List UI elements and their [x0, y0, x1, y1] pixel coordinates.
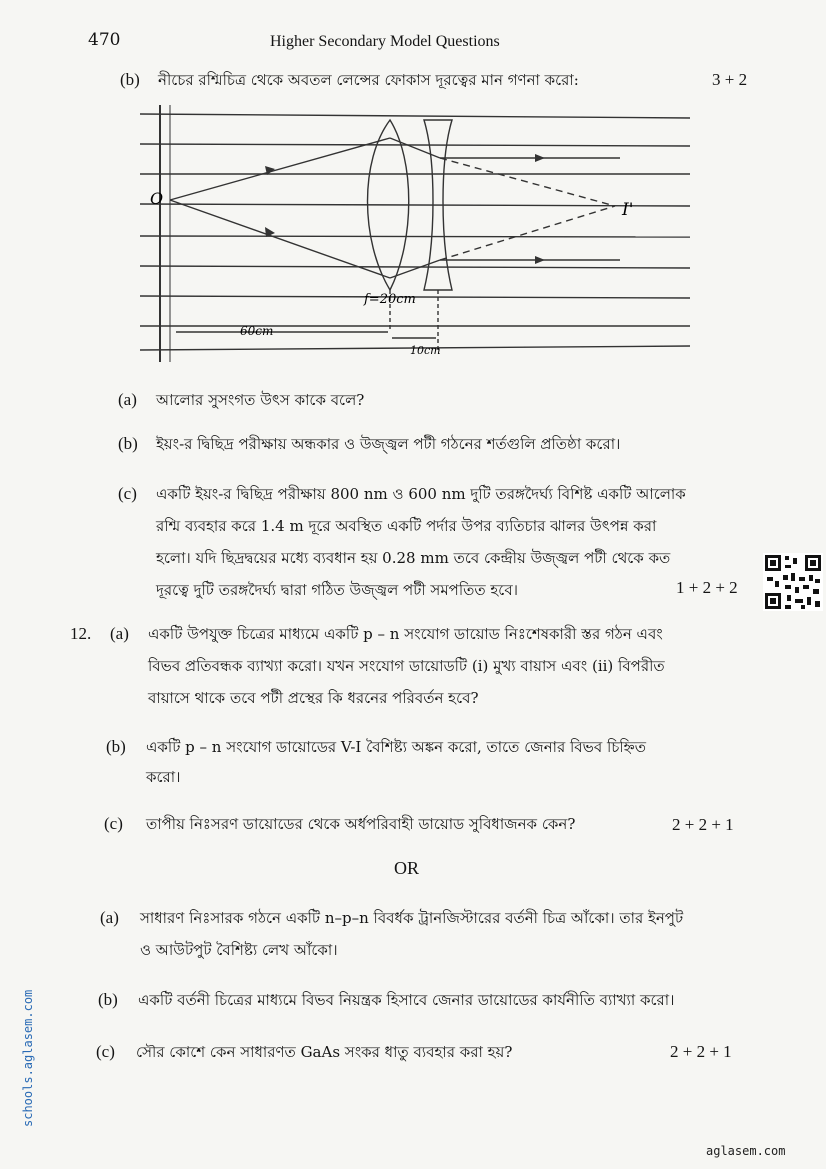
- footer-watermark: aglasem.com: [706, 1144, 786, 1158]
- page-number: 470: [88, 30, 121, 50]
- or-divider: OR: [394, 858, 420, 878]
- q11-alt-a-text: আলোর সুসংগত উৎস কাকে বলে?: [156, 391, 365, 409]
- q12-c-text: তাপীয় নিঃসরণ ডায়োডের থেকে অর্ধপরিবাহী ডায়োড সুবিধাজনক কেন?: [146, 815, 576, 833]
- q12-alt-b-label: (b): [98, 990, 118, 1009]
- q12-b-label: (b): [106, 737, 126, 756]
- q11-alt-c-label: (c): [118, 484, 137, 503]
- q11-alt-c-line-1: একটি ইয়ং-র দ্বিছিদ্র পরীক্ষায় 800 nm ও 600 nm দুটি তরঙ্গদৈর্ঘ্য বিশিষ্ট একটি আলোক: [156, 485, 686, 503]
- image-label: I': [622, 200, 634, 220]
- q12-alt-a-line-1: সাধারণ নিঃসারক গঠনে একটি n–p–n বিবর্ধক ট্রানজিস্টারের বর্তনী চিত্র আঁকো। তার ইনপুট: [140, 909, 684, 927]
- q11-alt-a-label: (a): [118, 390, 137, 409]
- q11-alt-b-text: ইয়ং-র দ্বিছিদ্র পরীক্ষায় অন্ধকার ও উজ্জ্বল পটী গঠনের শর্তগুলি প্রতিষ্ঠা করো।: [156, 435, 621, 453]
- q12-marks: 2 + 2 + 1: [672, 815, 734, 834]
- grid-line: [140, 266, 690, 268]
- q12-b-line-2: করো।: [146, 768, 181, 786]
- q12-alt-a-label: (a): [100, 908, 119, 927]
- ray-upper-virtual: [440, 158, 615, 206]
- q12-b-line-1: একটি p – n সংযোগ ডায়োডের V-I বৈশিষ্ট্য অঙ্কন করো, তাতে জেনার বিভব চিহ্নিত: [146, 738, 647, 756]
- q11-alt-c-line-4: দূরত্বে দুটি তরঙ্গদৈর্ঘ্য দ্বারা গঠিত উজ্জ্বল পটী সমপতিত হবে।: [156, 581, 519, 599]
- focal-length-label: f=20cm: [364, 292, 416, 307]
- distance-label-60cm: 60cm: [240, 324, 274, 338]
- ray-upper: [170, 138, 390, 200]
- q12-alt-marks: 2 + 2 + 1: [670, 1042, 732, 1061]
- ray-diagram: [140, 100, 700, 365]
- q12-alt-a-line-2: ও আউটপুট বৈশিষ্ট্য লেখ আঁকো।: [140, 941, 338, 959]
- q12-alt-c-text: সৌর কোশে কেন সাধারণত GaAs সংকর ধাতু ব্যবহার করা হয়?: [136, 1043, 513, 1061]
- qr-code-icon: [763, 553, 823, 611]
- ray-lower-virtual: [440, 206, 615, 260]
- grid-line: [140, 144, 690, 146]
- q12-alt-c-label: (c): [96, 1042, 115, 1061]
- ray-lower-refracted: [390, 260, 440, 278]
- q11-alt-c-line-3: হলো। যদি ছিদ্রদ্বয়ের মধ্যে ব্যবধান হয় 0.28 mm তবে কেন্দ্রীয় উজ্জ্বল পটী থেকে কত: [156, 549, 671, 567]
- q11-alt-c-line-2: রশ্মি ব্যবহার করে 1.4 m দূরে অবস্থিত একটি পর্দার উপর ব্যতিচার ঝালর উৎপন্ন করা: [156, 517, 657, 535]
- arrow-head: [535, 256, 545, 264]
- q12-number: 12.: [70, 624, 92, 643]
- q12-a-line-3: বায়াসে থাকে তবে পটী প্রস্থের কি ধরনের পরিবর্তন হবে?: [148, 689, 479, 707]
- q12-a-line-1: একটি উপযুক্ত চিত্রের মাধ্যমে একটি p – n সংযোগ ডায়োড নিঃশেষকারী স্তর গঠন এবং: [148, 625, 663, 643]
- grid-line: [140, 236, 690, 237]
- side-watermark: schools.aglasem.com: [21, 989, 35, 1127]
- q12-alt-b-text: একটি বর্তনী চিত্রের মাধ্যমে বিভব নিয়ন্ত্রক হিসাবে জেনার ডায়োডের কার্যনীতি ব্যাখ্যা করো।: [138, 991, 675, 1009]
- q11b-marks: 3 + 2: [712, 70, 748, 89]
- ray-upper-refracted: [390, 138, 440, 158]
- q11-alt-marks: 1 + 2 + 2: [676, 578, 738, 597]
- arrow-head: [535, 154, 545, 162]
- page-header-title: Higher Secondary Model Questions: [270, 33, 500, 50]
- q12-c-label: (c): [104, 814, 123, 833]
- distance-label-10cm: 10cm: [410, 344, 441, 357]
- object-label: O: [150, 189, 164, 208]
- q11b-text: নীচের রশ্মিচিত্র থেকে অবতল লেন্সের ফোকাস দূরত্বের মান গণনা করো:: [158, 71, 579, 89]
- q11b-label: (b): [120, 70, 140, 89]
- grid-line: [140, 114, 690, 118]
- q11-alt-b-label: (b): [118, 434, 138, 453]
- q12-a-label: (a): [110, 624, 129, 643]
- q12-a-line-2: বিভব প্রতিবন্ধক ব্যাখ্যা করো। যখন সংযোগ ডায়োডটি (i) মুখ্য বায়াস এবং (ii) বিপরীত: [148, 657, 665, 675]
